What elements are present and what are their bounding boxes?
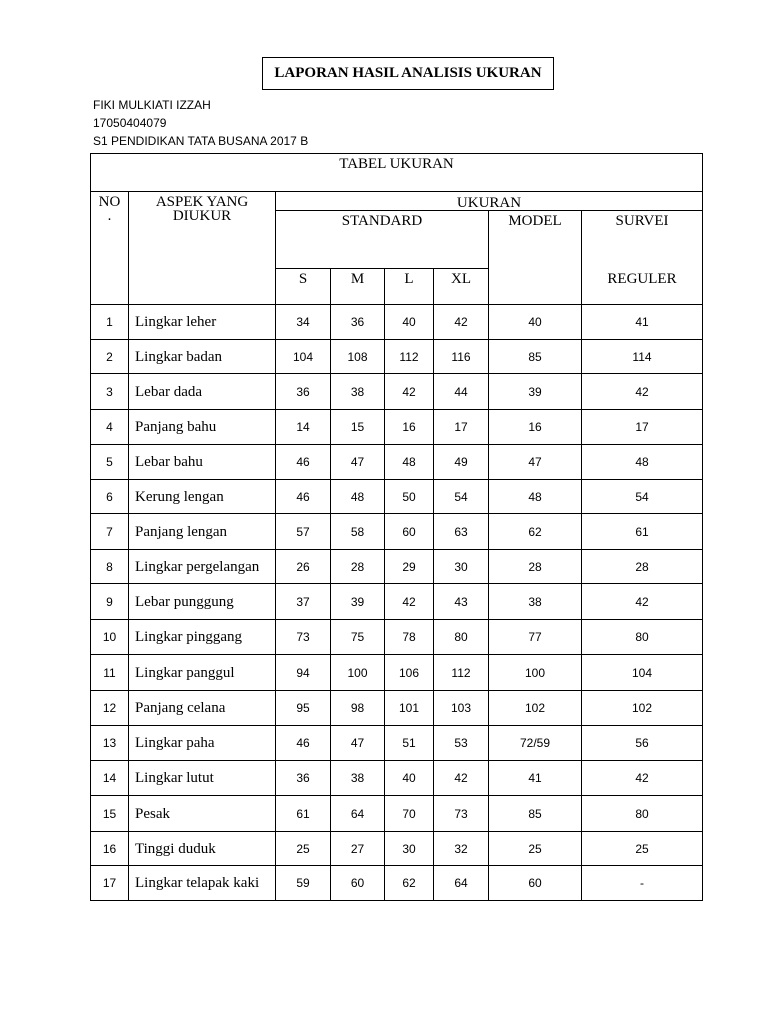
cell-aspek: Lingkar leher — [129, 305, 276, 340]
cell-xl: 30 — [434, 550, 489, 584]
cell-xl: 80 — [434, 620, 489, 655]
cell-aspek: Kerung lengan — [129, 480, 276, 514]
table-caption: TABEL UKURAN — [91, 154, 703, 192]
cell-no: 3 — [91, 374, 129, 410]
cell-survei: 56 — [582, 726, 703, 761]
cell-s: 34 — [276, 305, 331, 340]
cell-no: 1 — [91, 305, 129, 340]
cell-l: 40 — [385, 305, 434, 340]
cell-survei: 104 — [582, 655, 703, 691]
cell-model: 16 — [489, 410, 582, 445]
cell-xl: 53 — [434, 726, 489, 761]
header-m: M — [331, 269, 385, 305]
table-row — [91, 866, 703, 901]
cell-model: 41 — [489, 761, 582, 796]
cell-xl: 63 — [434, 514, 489, 550]
cell-s: 104 — [276, 340, 331, 374]
cell-m: 39 — [331, 584, 385, 620]
cell-l: 16 — [385, 410, 434, 445]
cell-m: 60 — [331, 866, 385, 901]
cell-survei: 25 — [582, 832, 703, 866]
cell-m: 108 — [331, 340, 385, 374]
cell-survei: 42 — [582, 374, 703, 410]
table-row — [91, 374, 703, 410]
cell-no: 8 — [91, 550, 129, 584]
cell-aspek: Lingkar badan — [129, 340, 276, 374]
header-aspek: ASPEK YANG DIUKUR — [129, 192, 276, 305]
cell-aspek: Panjang celana — [129, 691, 276, 726]
cell-aspek: Lingkar lutut — [129, 761, 276, 796]
cell-model: 40 — [489, 305, 582, 340]
cell-xl: 116 — [434, 340, 489, 374]
header-no: NO . — [91, 192, 129, 305]
cell-s: 73 — [276, 620, 331, 655]
cell-l: 62 — [385, 866, 434, 901]
cell-no: 9 — [91, 584, 129, 620]
cell-xl: 49 — [434, 445, 489, 480]
cell-l: 78 — [385, 620, 434, 655]
cell-model: 60 — [489, 866, 582, 901]
header-ukuran: UKURAN — [276, 192, 703, 211]
header-xl: XL — [434, 269, 489, 305]
cell-s: 94 — [276, 655, 331, 691]
cell-m: 75 — [331, 620, 385, 655]
cell-l: 70 — [385, 796, 434, 832]
cell-l: 40 — [385, 761, 434, 796]
cell-aspek: Lingkar panggul — [129, 655, 276, 691]
cell-l: 60 — [385, 514, 434, 550]
cell-m: 38 — [331, 374, 385, 410]
cell-m: 47 — [331, 445, 385, 480]
student-id: 17050404079 — [93, 116, 167, 130]
cell-s: 37 — [276, 584, 331, 620]
table-row — [91, 796, 703, 832]
cell-m: 58 — [331, 514, 385, 550]
table-row — [91, 514, 703, 550]
cell-no: 14 — [91, 761, 129, 796]
cell-no: 11 — [91, 655, 129, 691]
cell-survei: 48 — [582, 445, 703, 480]
cell-aspek: Pesak — [129, 796, 276, 832]
table-row — [91, 480, 703, 514]
cell-l: 50 — [385, 480, 434, 514]
table-row — [91, 691, 703, 726]
cell-s: 25 — [276, 832, 331, 866]
cell-survei: 80 — [582, 620, 703, 655]
cell-xl: 43 — [434, 584, 489, 620]
table-row — [91, 340, 703, 374]
cell-model: 72/59 — [489, 726, 582, 761]
cell-aspek: Lebar punggung — [129, 584, 276, 620]
program-name: S1 PENDIDIKAN TATA BUSANA 2017 B — [93, 134, 309, 148]
cell-model: 85 — [489, 340, 582, 374]
cell-no: 17 — [91, 866, 129, 901]
header-model: MODEL — [489, 211, 582, 305]
measurement-table — [90, 153, 703, 901]
cell-model: 38 — [489, 584, 582, 620]
cell-no: 10 — [91, 620, 129, 655]
cell-l: 30 — [385, 832, 434, 866]
cell-s: 57 — [276, 514, 331, 550]
cell-l: 101 — [385, 691, 434, 726]
cell-model: 85 — [489, 796, 582, 832]
cell-no: 16 — [91, 832, 129, 866]
cell-s: 46 — [276, 445, 331, 480]
cell-aspek: Tinggi duduk — [129, 832, 276, 866]
table-row — [91, 445, 703, 480]
cell-model: 28 — [489, 550, 582, 584]
table-row — [91, 305, 703, 340]
cell-survei: 17 — [582, 410, 703, 445]
cell-survei: 54 — [582, 480, 703, 514]
cell-model: 25 — [489, 832, 582, 866]
cell-s: 61 — [276, 796, 331, 832]
cell-survei: 42 — [582, 584, 703, 620]
table-row — [91, 761, 703, 796]
cell-l: 42 — [385, 584, 434, 620]
cell-s: 26 — [276, 550, 331, 584]
table-row — [91, 584, 703, 620]
cell-xl: 42 — [434, 305, 489, 340]
cell-model: 39 — [489, 374, 582, 410]
cell-xl: 54 — [434, 480, 489, 514]
cell-no: 2 — [91, 340, 129, 374]
cell-s: 36 — [276, 761, 331, 796]
cell-survei: 102 — [582, 691, 703, 726]
cell-no: 7 — [91, 514, 129, 550]
table-row — [91, 550, 703, 584]
cell-no: 5 — [91, 445, 129, 480]
cell-s: 36 — [276, 374, 331, 410]
cell-l: 29 — [385, 550, 434, 584]
cell-no: 12 — [91, 691, 129, 726]
cell-s: 46 — [276, 726, 331, 761]
cell-survei: 42 — [582, 761, 703, 796]
cell-model: 47 — [489, 445, 582, 480]
author-name: FIKI MULKIATI IZZAH — [93, 98, 211, 112]
cell-xl: 73 — [434, 796, 489, 832]
cell-model: 62 — [489, 514, 582, 550]
cell-aspek: Lingkar pinggang — [129, 620, 276, 655]
cell-survei: - — [582, 866, 703, 901]
cell-l: 112 — [385, 340, 434, 374]
cell-model: 48 — [489, 480, 582, 514]
cell-l: 48 — [385, 445, 434, 480]
cell-no: 6 — [91, 480, 129, 514]
table-row — [91, 832, 703, 866]
cell-xl: 42 — [434, 761, 489, 796]
cell-survei: 41 — [582, 305, 703, 340]
cell-l: 51 — [385, 726, 434, 761]
cell-l: 42 — [385, 374, 434, 410]
cell-m: 64 — [331, 796, 385, 832]
report-title: LAPORAN HASIL ANALISIS UKURAN — [262, 57, 554, 90]
header-reguler: REGULER — [582, 269, 703, 305]
cell-m: 47 — [331, 726, 385, 761]
cell-xl: 64 — [434, 866, 489, 901]
cell-m: 100 — [331, 655, 385, 691]
cell-xl: 32 — [434, 832, 489, 866]
cell-m: 36 — [331, 305, 385, 340]
table-row — [91, 620, 703, 655]
cell-survei: 80 — [582, 796, 703, 832]
cell-xl: 103 — [434, 691, 489, 726]
header-s: S — [276, 269, 331, 305]
cell-s: 14 — [276, 410, 331, 445]
cell-aspek: Lebar bahu — [129, 445, 276, 480]
cell-no: 15 — [91, 796, 129, 832]
cell-aspek: Lebar dada — [129, 374, 276, 410]
cell-s: 95 — [276, 691, 331, 726]
cell-m: 48 — [331, 480, 385, 514]
cell-survei: 61 — [582, 514, 703, 550]
header-survei: SURVEI — [582, 211, 703, 269]
cell-aspek: Panjang bahu — [129, 410, 276, 445]
cell-m: 38 — [331, 761, 385, 796]
cell-survei: 28 — [582, 550, 703, 584]
table-row — [91, 410, 703, 445]
cell-aspek: Lingkar pergelangan — [129, 550, 276, 584]
cell-m: 15 — [331, 410, 385, 445]
cell-aspek: Panjang lengan — [129, 514, 276, 550]
cell-xl: 112 — [434, 655, 489, 691]
header-standard: STANDARD — [276, 211, 489, 269]
cell-l: 106 — [385, 655, 434, 691]
cell-m: 27 — [331, 832, 385, 866]
table-row — [91, 655, 703, 691]
cell-xl: 17 — [434, 410, 489, 445]
cell-model: 100 — [489, 655, 582, 691]
cell-s: 59 — [276, 866, 331, 901]
cell-no: 13 — [91, 726, 129, 761]
cell-survei: 114 — [582, 340, 703, 374]
cell-model: 102 — [489, 691, 582, 726]
cell-aspek: Lingkar paha — [129, 726, 276, 761]
header-l: L — [385, 269, 434, 305]
cell-m: 28 — [331, 550, 385, 584]
cell-aspek: Lingkar telapak kaki — [129, 866, 276, 901]
cell-s: 46 — [276, 480, 331, 514]
cell-model: 77 — [489, 620, 582, 655]
cell-xl: 44 — [434, 374, 489, 410]
cell-m: 98 — [331, 691, 385, 726]
table-row — [91, 726, 703, 761]
cell-no: 4 — [91, 410, 129, 445]
